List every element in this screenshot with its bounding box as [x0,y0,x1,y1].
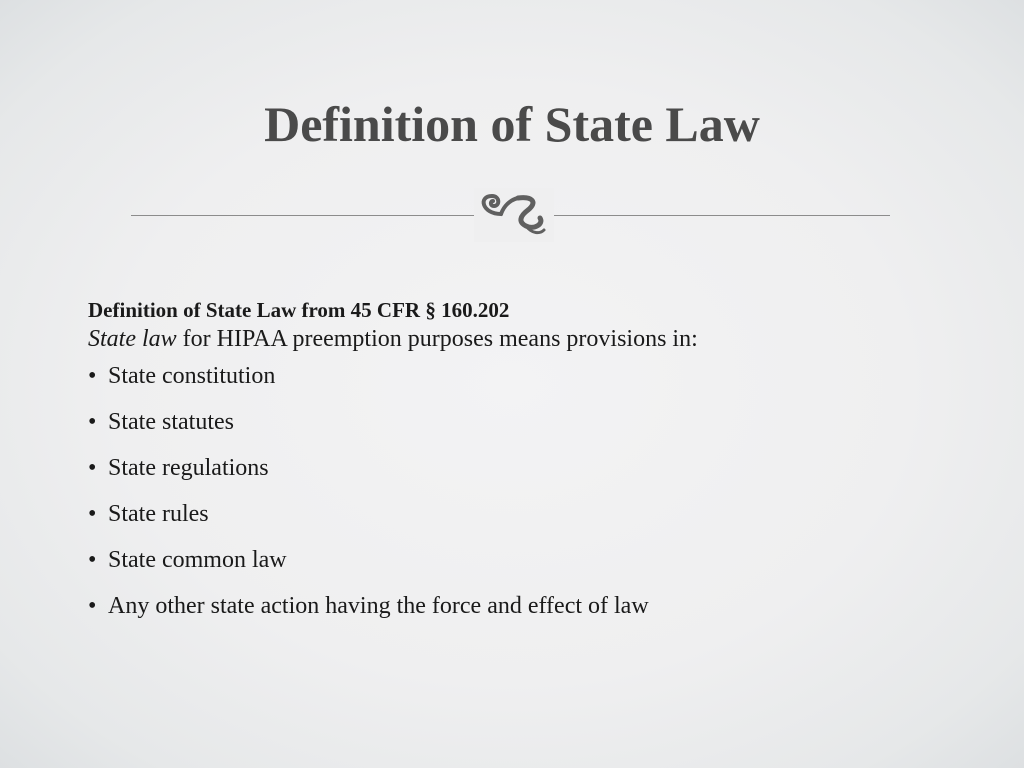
flourish-icon [474,188,554,242]
subheading: Definition of State Law from 45 CFR § 160.202 [88,298,510,322]
bullet-item [88,453,968,483]
bullet-item [88,545,968,575]
bullet-text: State statutes [108,409,234,435]
intro-emphasis: State law [88,326,177,352]
bullet-item [88,591,968,621]
bullet-mark: • [88,455,97,481]
bullet-text: State regulations [108,455,269,481]
bullet-item [88,407,968,437]
bullet-mark: • [88,501,97,527]
bullet-text: Any other state action having the force and effect of law [108,593,649,619]
slide-body [88,296,968,637]
bullet-text: State constitution [108,363,276,389]
bullet-item [88,499,968,529]
bullet-mark: • [88,409,97,435]
intro-rest: for HIPAA preemption purposes means provisions in: [176,326,698,352]
bullet-list [88,361,968,621]
slide-title: Definition of State Law [264,96,760,152]
intro-text [88,324,968,354]
bullet-mark: • [88,593,97,619]
bullet-item [88,361,968,391]
bullet-text: State common law [108,547,287,573]
bullet-mark: • [88,363,97,389]
bullet-mark: • [88,547,97,573]
bullet-text: State rules [108,501,209,527]
